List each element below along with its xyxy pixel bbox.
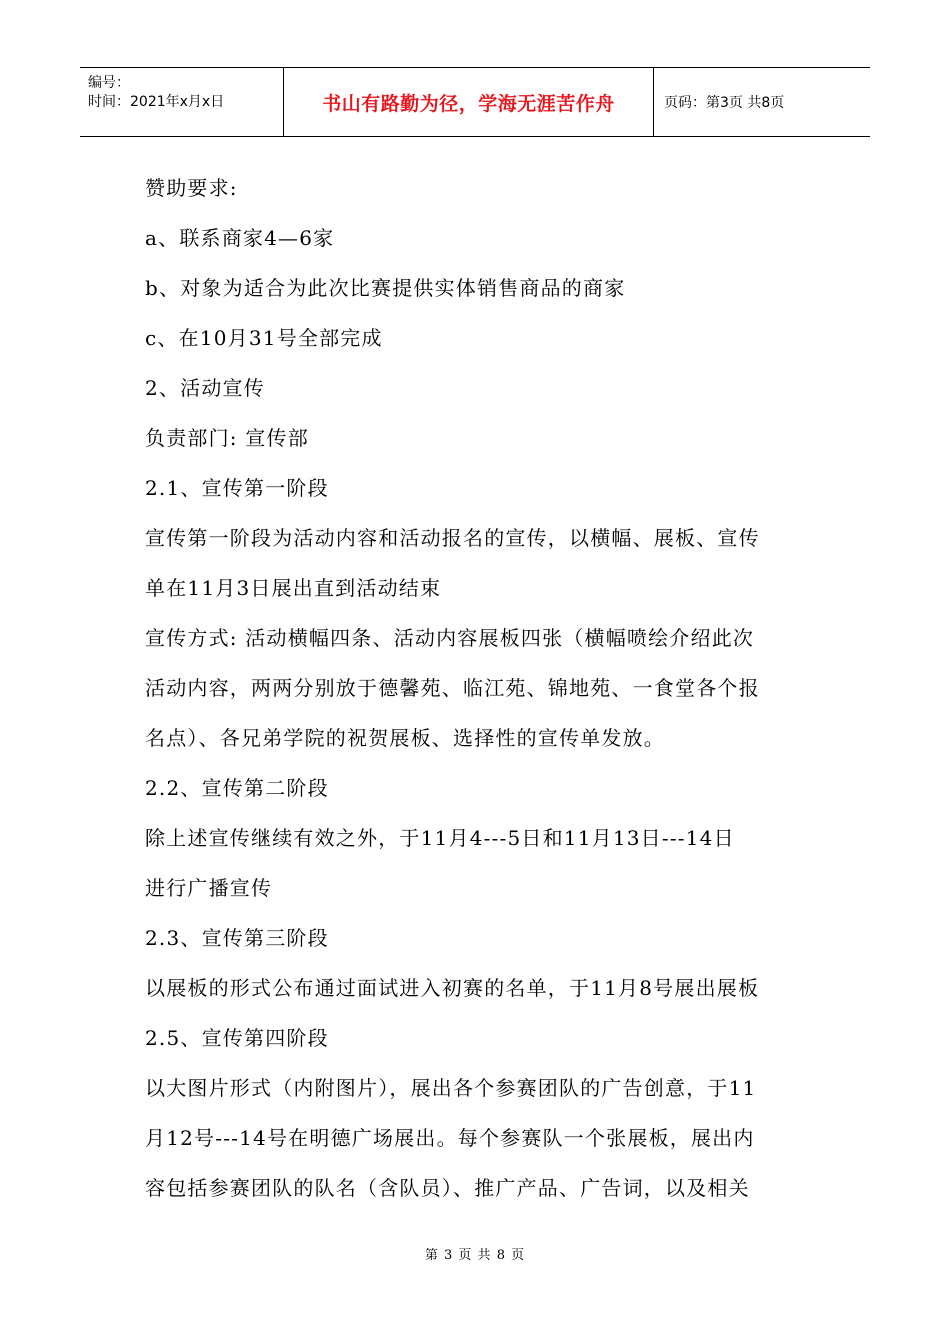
text-line: 进行广播宣传 [145, 876, 273, 900]
header-motto: 书山有路勤为径，学海无涯苦作舟 [284, 68, 654, 136]
text-line: 负责部门: 宣传部 [145, 426, 309, 450]
subsection-heading: 2.5、宣传第四阶段 [145, 1026, 329, 1050]
document-number-label: 编号： [88, 75, 130, 91]
text-line: 月12号---14号在明德广场展出。每个参赛队一个张展板，展出内 [145, 1126, 755, 1150]
text-line: a、联系商家4—6家 [145, 226, 335, 250]
page-footer: 第 3 页 共 8 页 [424, 1248, 526, 1263]
document-date-label: 时间：2021年x月x日 [88, 94, 225, 110]
text-line: 活动内容，两两分别放于德馨苑、临江苑、锦地苑、一食堂各个报 [145, 676, 760, 700]
text-line: 宣传第一阶段为活动内容和活动报名的宣传，以横幅、展板、宣传 [145, 526, 760, 550]
subsection-heading: 2.3、宣传第三阶段 [145, 926, 329, 950]
page-header [80, 67, 870, 137]
subsection-heading: 2.1、宣传第一阶段 [145, 476, 329, 500]
header-meta [80, 68, 284, 136]
text-line: 容包括参赛团队的队名（含队员）、推广产品、广告词，以及相关 [145, 1176, 750, 1200]
document-body [145, 163, 810, 1213]
text-line: 赞助要求: [145, 176, 238, 200]
text-line: 以展板的形式公布通过面试进入初赛的名单，于11月8号展出展板 [145, 976, 760, 1000]
text-line: 除上述宣传继续有效之外，于11月4---5日和11月13日---14日 [145, 826, 735, 850]
header-page-number: 页码：第3页 共8页 [664, 95, 785, 111]
subsection-heading: 2.2、宣传第二阶段 [145, 776, 329, 800]
text-line: 名点）、各兄弟学院的祝贺展板、选择性的宣传单发放。 [145, 726, 665, 750]
text-line: b、对象为适合为此次比赛提供实体销售商品的商家 [145, 276, 626, 300]
text-line: 以大图片形式（内附图片），展出各个参赛团队的广告创意，于11 [145, 1076, 757, 1100]
text-line: 宣传方式: 活动横幅四条、活动内容展板四张（横幅喷绘介绍此次 [145, 626, 755, 650]
text-line: c、在10月31号全部完成 [145, 326, 383, 350]
section-heading: 2、活动宣传 [145, 376, 265, 400]
text-line: 单在11月3日展出直到活动结束 [145, 576, 442, 600]
